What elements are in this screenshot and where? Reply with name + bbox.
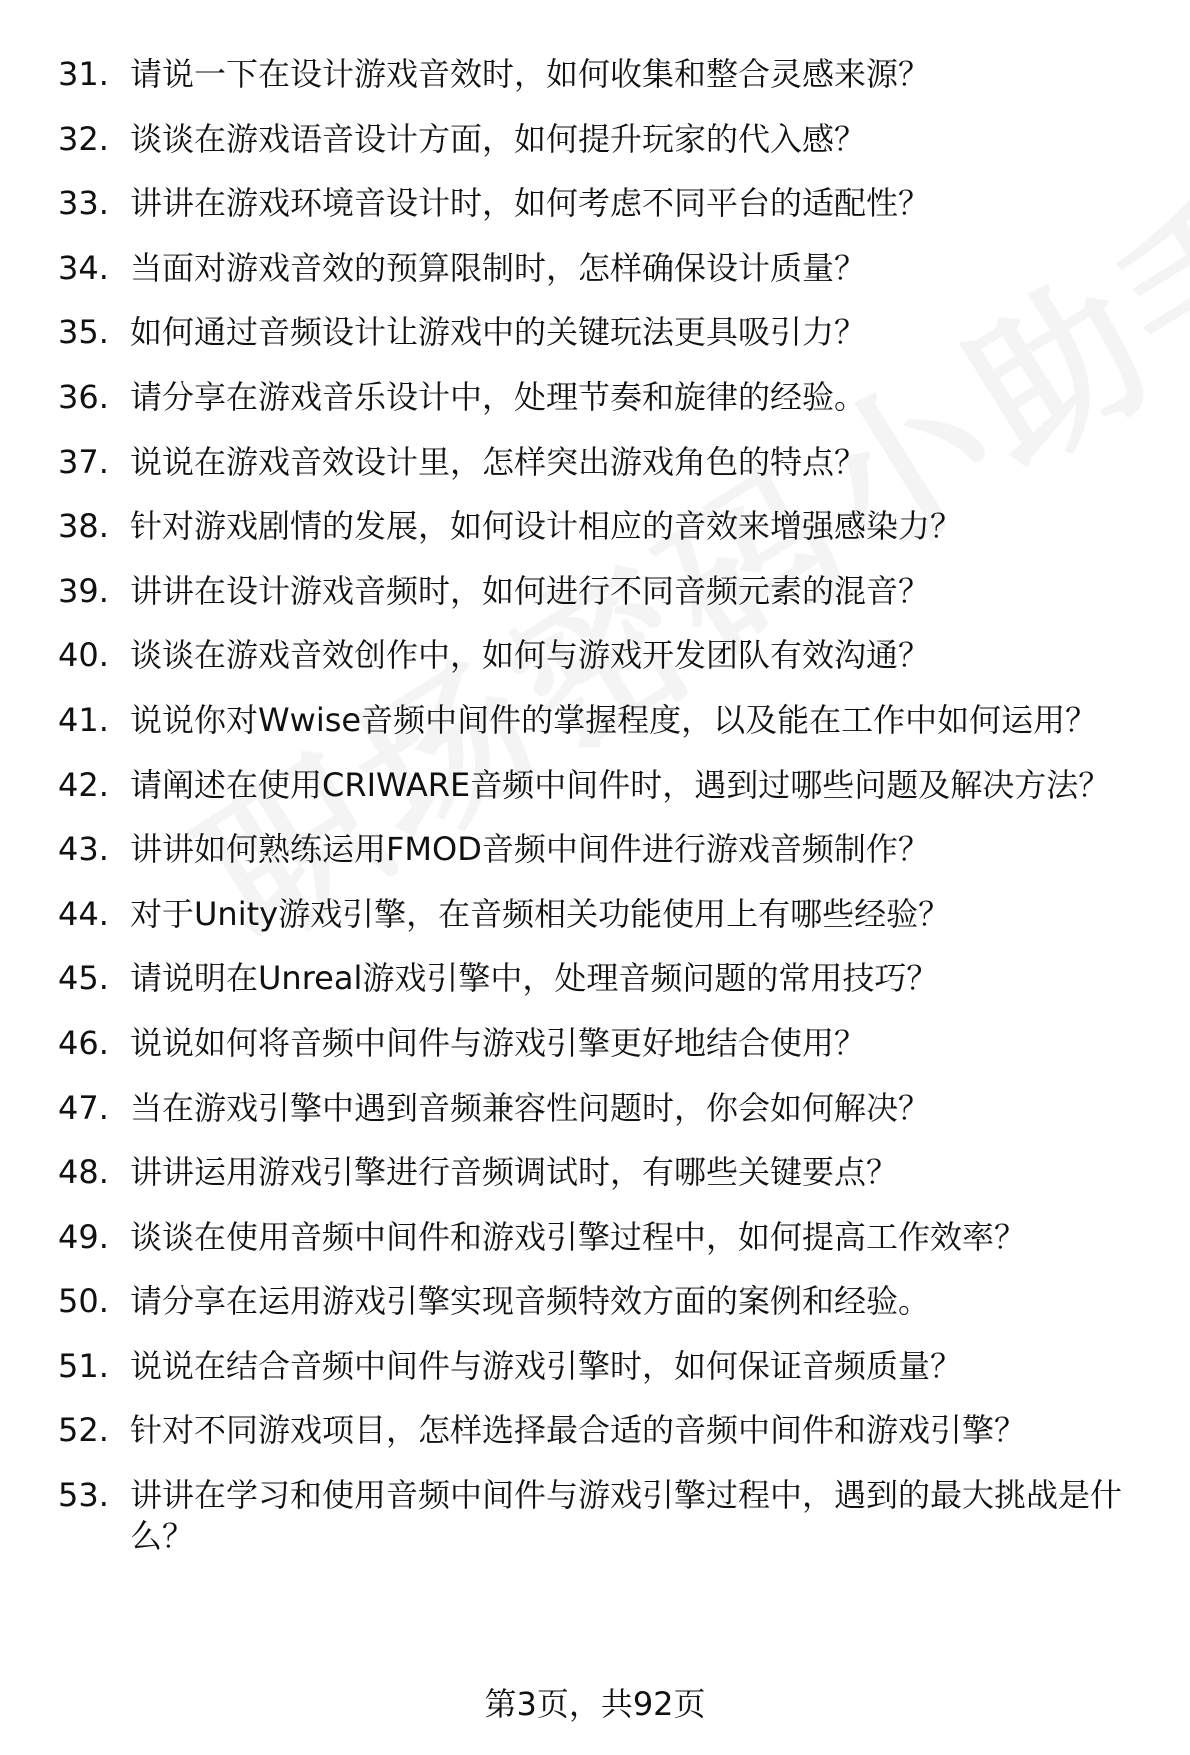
question-text: 对于Unity游戏引擎，在音频相关功能使用上有哪些经验？ bbox=[130, 894, 951, 933]
question-item bbox=[58, 119, 1160, 160]
question-text: 请说一下在设计游戏音效时，如何收集和整合灵感来源？ bbox=[130, 55, 931, 93]
question-text: 讲讲在游戏环境音设计时，如何考虑不同平台的适配性？ bbox=[130, 184, 931, 223]
question-number: 41. bbox=[58, 700, 109, 739]
question-item bbox=[58, 506, 1160, 547]
question-item bbox=[58, 829, 1160, 870]
question-text: 说说你对Wwise音频中间件的掌握程度，以及能在工作中如何运用？ bbox=[130, 700, 1098, 739]
question-item bbox=[58, 1217, 1160, 1258]
question-item bbox=[58, 1410, 1160, 1451]
question-text: 请分享在运用游戏引擎实现音频特效方面的案例和经验。 bbox=[130, 1282, 931, 1321]
question-number: 40. bbox=[58, 636, 109, 675]
question-number: 48. bbox=[58, 1153, 109, 1192]
question-text: 请阐述在使用CRIWARE音频中间件时，遇到过哪些问题及解决方法？ bbox=[130, 765, 1111, 804]
question-number: 45. bbox=[58, 959, 109, 998]
page-footer: 第3页，共92页 bbox=[484, 1685, 706, 1723]
question-item bbox=[58, 700, 1160, 741]
question-number: 33. bbox=[58, 184, 109, 223]
question-text: 请说明在Unreal游戏引擎中，处理音频问题的常用技巧？ bbox=[130, 959, 939, 998]
question-list bbox=[58, 54, 1160, 1581]
question-number: 31. bbox=[58, 55, 109, 93]
question-item bbox=[58, 958, 1160, 999]
question-number: 39. bbox=[58, 571, 109, 610]
question-text: 说说如何将音频中间件与游戏引擎更好地结合使用？ bbox=[130, 1023, 867, 1062]
question-item bbox=[58, 1023, 1160, 1064]
question-text: 讲讲在设计游戏音频时，如何进行不同音频元素的混音？ bbox=[130, 571, 931, 610]
question-number: 42. bbox=[58, 765, 109, 804]
question-number: 38. bbox=[58, 507, 109, 546]
question-number: 37. bbox=[58, 442, 109, 481]
question-number: 36. bbox=[58, 377, 109, 416]
question-item bbox=[58, 765, 1160, 806]
question-text: 如何通过音频设计让游戏中的关键玩法更具吸引力？ bbox=[130, 313, 867, 352]
question-text: 谈谈在使用音频中间件和游戏引擎过程中，如何提高工作效率？ bbox=[130, 1217, 1027, 1256]
question-number: 43. bbox=[58, 830, 109, 869]
question-text: 说说在游戏音效设计里，怎样突出游戏角色的特点？ bbox=[130, 442, 867, 481]
question-number: 34. bbox=[58, 248, 109, 287]
question-item bbox=[58, 377, 1160, 418]
question-number: 47. bbox=[58, 1088, 109, 1127]
question-item bbox=[58, 571, 1160, 612]
question-item bbox=[58, 1152, 1160, 1193]
question-text: 讲讲运用游戏引擎进行音频调试时，有哪些关键要点？ bbox=[130, 1153, 899, 1192]
question-number: 44. bbox=[58, 894, 109, 933]
question-text: 谈谈在游戏语音设计方面，如何提升玩家的代入感？ bbox=[130, 119, 867, 158]
question-text: 当在游戏引擎中遇到音频兼容性问题时，你会如何解决？ bbox=[130, 1088, 931, 1127]
question-text: 讲讲如何熟练运用FMOD音频中间件进行游戏音频制作？ bbox=[130, 830, 930, 869]
question-item bbox=[58, 894, 1160, 935]
question-number: 35. bbox=[58, 313, 109, 352]
question-text: 请分享在游戏音乐设计中，处理节奏和旋律的经验。 bbox=[130, 377, 867, 416]
question-item bbox=[58, 54, 1160, 95]
question-number: 53. bbox=[58, 1476, 109, 1515]
question-item bbox=[58, 442, 1160, 483]
question-number: 50. bbox=[58, 1282, 109, 1321]
question-item bbox=[58, 1475, 1160, 1557]
question-number: 49. bbox=[58, 1217, 109, 1256]
question-item bbox=[58, 1346, 1160, 1387]
question-text: 针对游戏剧情的发展，如何设计相应的音效来增强感染力？ bbox=[130, 507, 963, 546]
question-number: 32. bbox=[58, 119, 109, 158]
question-item bbox=[58, 1088, 1160, 1129]
question-text: 针对不同游戏项目，怎样选择最合适的音频中间件和游戏引擎？ bbox=[130, 1411, 1027, 1450]
question-item bbox=[58, 1281, 1160, 1322]
question-item bbox=[58, 635, 1160, 676]
question-text: 讲讲在学习和使用音频中间件与游戏引擎过程中，遇到的最大挑战是什么？ bbox=[130, 1476, 1123, 1556]
question-number: 51. bbox=[58, 1346, 109, 1385]
question-text: 当面对游戏音效的预算限制时，怎样确保设计质量？ bbox=[130, 248, 867, 287]
question-item bbox=[58, 183, 1160, 224]
question-number: 52. bbox=[58, 1411, 109, 1450]
question-item bbox=[58, 312, 1160, 353]
question-number: 46. bbox=[58, 1023, 109, 1062]
question-text: 说说在结合音频中间件与游戏引擎时，如何保证音频质量？ bbox=[130, 1346, 963, 1385]
question-item bbox=[58, 248, 1160, 289]
question-text: 谈谈在游戏音效创作中，如何与游戏开发团队有效沟通？ bbox=[130, 636, 931, 675]
